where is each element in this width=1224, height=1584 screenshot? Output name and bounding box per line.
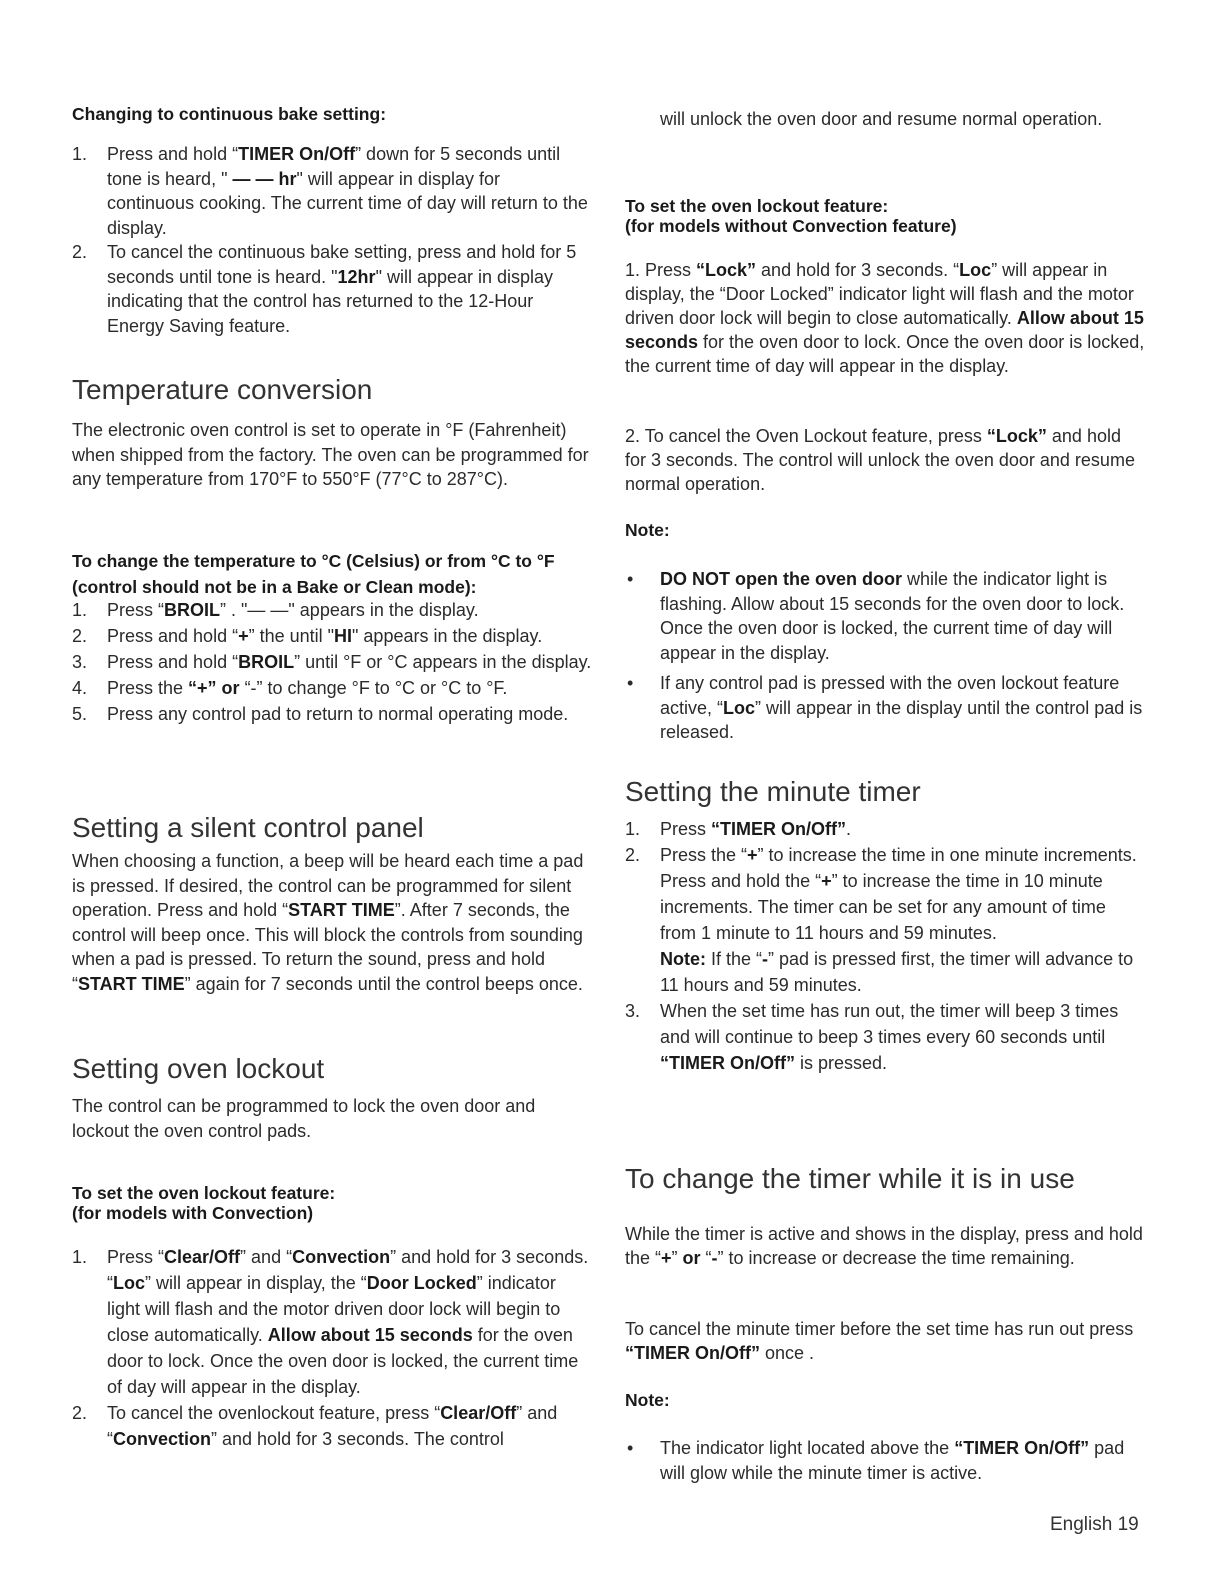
temperature-conversion-title: Temperature conversion: [72, 374, 373, 405]
lockout-convection-heading: To set the oven lockout feature: (for models with Convection): [72, 1183, 336, 1223]
lockout-continuation: will unlock the oven door and resume normal operation.: [660, 109, 1103, 129]
list-item: • If any control pad is pressed with the oven lockout feature active, “Loc” will appear in the display until the control pad is released.: [627, 673, 1143, 742]
step-number: 1.: [72, 600, 88, 620]
change-timer-title: To change the timer while it is in use: [625, 1163, 1075, 1194]
bullet: •: [627, 1438, 634, 1458]
list-item: 2. Press the “+” to increase the time in one minute increments. Press and hold the “+” to increase the time in 10 minute increments. The timer can be set for any amount of time from 1 minute to 11 hours and 59 minutes. Note: If the “-” pad is pressed first, the timer will advance to 11 hours and 59 minutes.: [625, 842, 1145, 998]
continuous-bake-steps: [72, 142, 592, 338]
list-item: • The indicator light located above the “TIMER On/Off” pad will glow while the minute timer is active.: [627, 1438, 1125, 1483]
step-number: 2.: [625, 845, 641, 865]
oven-lockout-intro: The control can be programmed to lock the oven door and lockout the oven control pads.: [72, 1096, 536, 1141]
page-number: English 19: [1050, 1514, 1139, 1535]
lockout-no-convection-step-1: 1. Press “Lock” and hold for 3 seconds. “Loc” will appear in display, the “Door Locked” indicator light will flash and the motor driven door lock will begin to close automatically. Allow about 15 seconds for the oven door to lock. Once the oven door is locked, the current time of day will appear in the display.: [625, 260, 1145, 376]
bullet: •: [627, 673, 634, 693]
step-number: 2.: [72, 626, 88, 646]
step-number: 1.: [72, 144, 88, 164]
cancel-timer-text: To cancel the minute timer before the set time has run out press “TIMER On/Off” once .: [625, 1319, 1134, 1363]
step-number: 1.: [72, 1247, 88, 1267]
list-item: 2. Press and hold “+” the until "HI" appears in the display.: [72, 623, 592, 649]
list-item: 3. When the set time has run out, the timer will beep 3 times and will continue to beep 3 times every 60 seconds until “TIMER On/Off” is pressed.: [625, 998, 1145, 1076]
list-item: 4. Press the “+” or “-” to change °F to °C or °C to °F.: [72, 675, 592, 701]
minute-timer-steps: [625, 816, 1145, 1076]
lockout-note-label: Note:: [625, 520, 670, 540]
temperature-steps: [72, 597, 592, 727]
list-item: 2. To cancel the ovenlockout feature, press “Clear/Off” and “Convection” and hold for 3 seconds. The control: [72, 1400, 592, 1452]
list-item: 2. To cancel the continuous bake setting, press and hold for 5 seconds until tone is heard. "12hr" will appear in display indicating that the control has returned to the 12-Hour Energy Saving feature.: [72, 242, 577, 336]
step-number: 3.: [625, 1001, 641, 1021]
lockout-no-convection-heading: To set the oven lockout feature: (for models without Convection feature): [625, 196, 957, 236]
list-item: 1. Press and hold “TIMER On/Off” down for 5 seconds until tone is heard, " — — hr" will appear in display for continuous cooking. The current time of day will return to the display.: [72, 144, 588, 238]
lockout-note-bullets: [625, 567, 1145, 745]
silent-panel-title: Setting a silent control panel: [72, 812, 424, 843]
step-number: 1.: [625, 819, 641, 839]
step-number: 4.: [72, 678, 88, 698]
lockout-no-convection-step-2: 2. To cancel the Oven Lockout feature, press “Lock” and hold for 3 seconds. The control will unlock the oven door and resume normal operation.: [625, 426, 1135, 494]
step-number: 3.: [72, 652, 88, 672]
bullet: •: [627, 569, 634, 589]
list-item: 1. Press “BROIL” . "— —" appears in the display.: [72, 597, 592, 623]
list-item: 5. Press any control pad to return to normal operating mode.: [72, 701, 592, 727]
temperature-change-heading: To change the temperature to °C (Celsius) or from °C to °F (control should not be in a Bake or Clean mode):: [72, 551, 555, 597]
temperature-intro: The electronic oven control is set to operate in °F (Fahrenheit) when shipped from the factory. The oven can be programmed for any temperature from 170°F to 550°F (77°C to 287°C).: [72, 420, 589, 489]
timer-note-bullets: [625, 1436, 1145, 1485]
step-number: 5.: [72, 704, 88, 724]
step-number: 2.: [72, 242, 88, 262]
list-item: 1. Press “Clear/Off” and “Convection” and hold for 3 seconds. “Loc” will appear in display, the “Door Locked” indicator light will flash and the motor driven door lock will begin to close automatically. Allow about 15 seconds for the oven door to lock. Once the oven door is locked, the current time of day will appear in the display.: [72, 1244, 592, 1400]
list-item: • DO NOT open the oven door while the indicator light is flashing. Allow about 15 seconds for the oven door to lock. Once the oven door is locked, the current time of day will appear in the display.: [627, 569, 1125, 663]
step-number: 2.: [72, 1403, 88, 1423]
change-timer-text: While the timer is active and shows in the display, press and hold the “+” or “-” to increase or decrease the time remaining.: [625, 1224, 1143, 1268]
silent-panel-text: When choosing a function, a beep will be heard each time a pad is pressed. If desired, the control can be programmed for silent operation. Press and hold “START TIME”. After 7 seconds, the control will beep once. This will block the controls from sounding when a pad is pressed. To return the sound, press and hold “START TIME” again for 7 seconds until the control beeps once.: [72, 851, 584, 994]
list-item: 3. Press and hold “BROIL” until °F or °C appears in the display.: [72, 649, 592, 675]
timer-note-label: Note:: [625, 1390, 670, 1410]
continuous-bake-heading: Changing to continuous bake setting:: [72, 104, 387, 124]
lockout-convection-steps: [72, 1244, 592, 1452]
list-item: 1. Press “TIMER On/Off”.: [625, 816, 1145, 842]
minute-timer-title: Setting the minute timer: [625, 776, 921, 807]
oven-lockout-title: Setting oven lockout: [72, 1053, 325, 1084]
